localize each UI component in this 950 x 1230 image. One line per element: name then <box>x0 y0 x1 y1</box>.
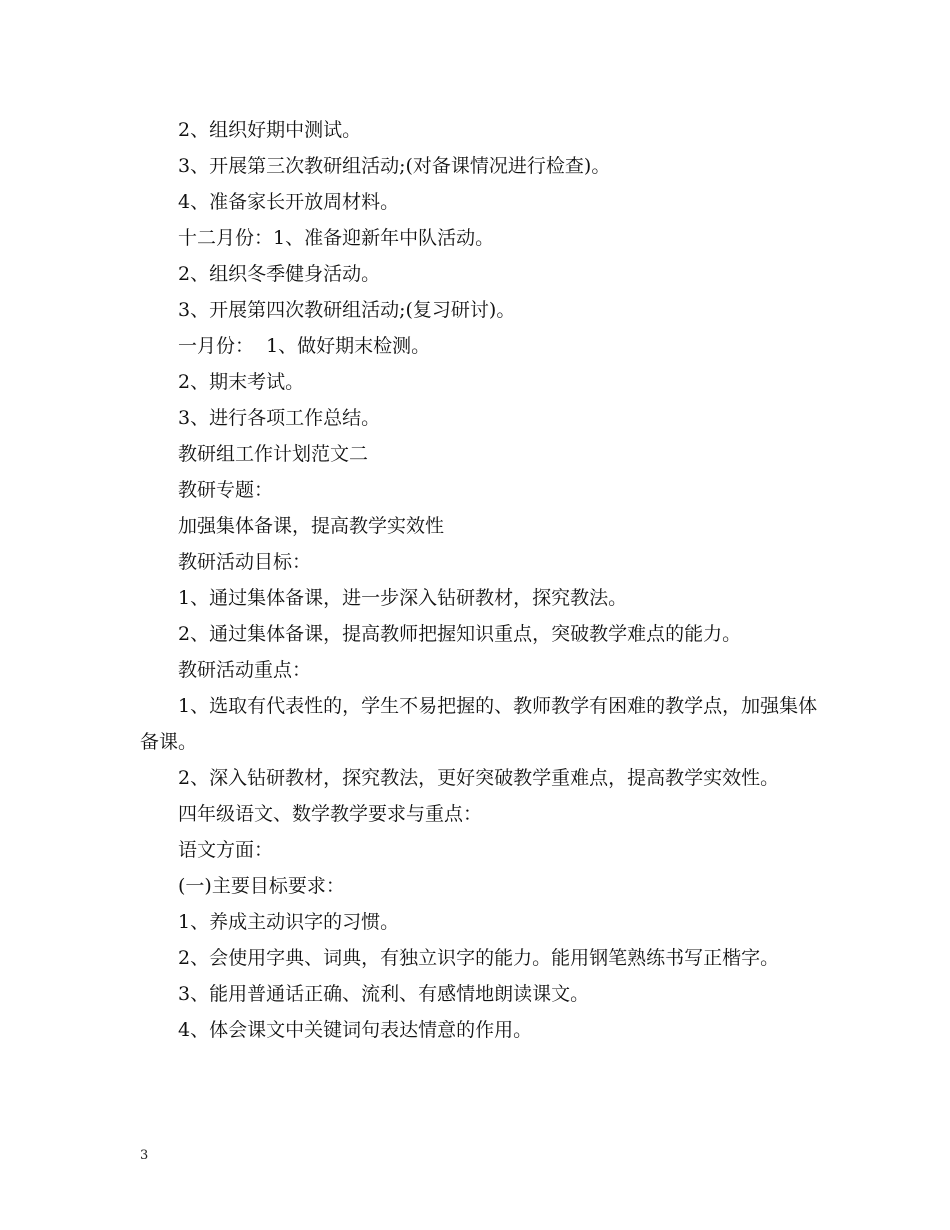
subheading: 教研活动重点： <box>178 659 312 681</box>
subheading: 四年级语文、数学教学要求与重点： <box>178 803 483 825</box>
paragraph: 3、能用普通话正确、流利、有感情地朗读课文。 <box>178 983 590 1005</box>
paragraph: 4、体会课文中关键词句表达情意的作用。 <box>178 1019 533 1041</box>
paragraph: 2、组织好期中测试。 <box>178 119 362 141</box>
paragraph: 2、组织冬季健身活动。 <box>178 263 381 285</box>
section-heading: 教研组工作计划范文二 <box>178 443 369 465</box>
paragraph: 2、期末考试。 <box>178 371 305 393</box>
document-body <box>140 112 830 1048</box>
paragraph: 3、进行各项工作总结。 <box>178 407 381 429</box>
subheading: (一)主要目标要求： <box>178 875 345 897</box>
paragraph: 加强集体备课，提高教学实效性 <box>178 515 445 537</box>
paragraph: 1、养成主动识字的习惯。 <box>178 911 400 933</box>
paragraph: 1、通过集体备课，进一步深入钻研教材，探究教法。 <box>178 587 628 609</box>
paragraph: 一月份： 1、做好期末检测。 <box>178 335 431 357</box>
paragraph: 2、通过集体备课，提高教师把握知识重点，突破教学难点的能力。 <box>178 623 742 645</box>
paragraph: 2、会使用字典、词典，有独立识字的能力。能用钢笔熟练书写正楷字。 <box>178 947 780 969</box>
subheading: 语文方面： <box>178 839 274 861</box>
paragraph: 十二月份：1、准备迎新年中队活动。 <box>178 227 495 249</box>
page-number: 3 <box>140 1148 149 1163</box>
paragraph: 3、开展第三次教研组活动;(对备课情况进行检查)。 <box>178 155 611 177</box>
paragraph: 1、选取有代表性的，学生不易把握的、教师教学有困难的教学点，加强集体备课。 <box>140 695 818 753</box>
subheading: 教研专题： <box>178 479 274 501</box>
paragraph: 3、开展第四次教研组活动;(复习研讨)。 <box>178 299 516 321</box>
paragraph: 2、深入钻研教材，探究教法，更好突破教学重难点，提高教学实效性。 <box>178 767 780 789</box>
subheading: 教研活动目标： <box>178 551 312 573</box>
paragraph: 4、准备家长开放周材料。 <box>178 191 400 213</box>
